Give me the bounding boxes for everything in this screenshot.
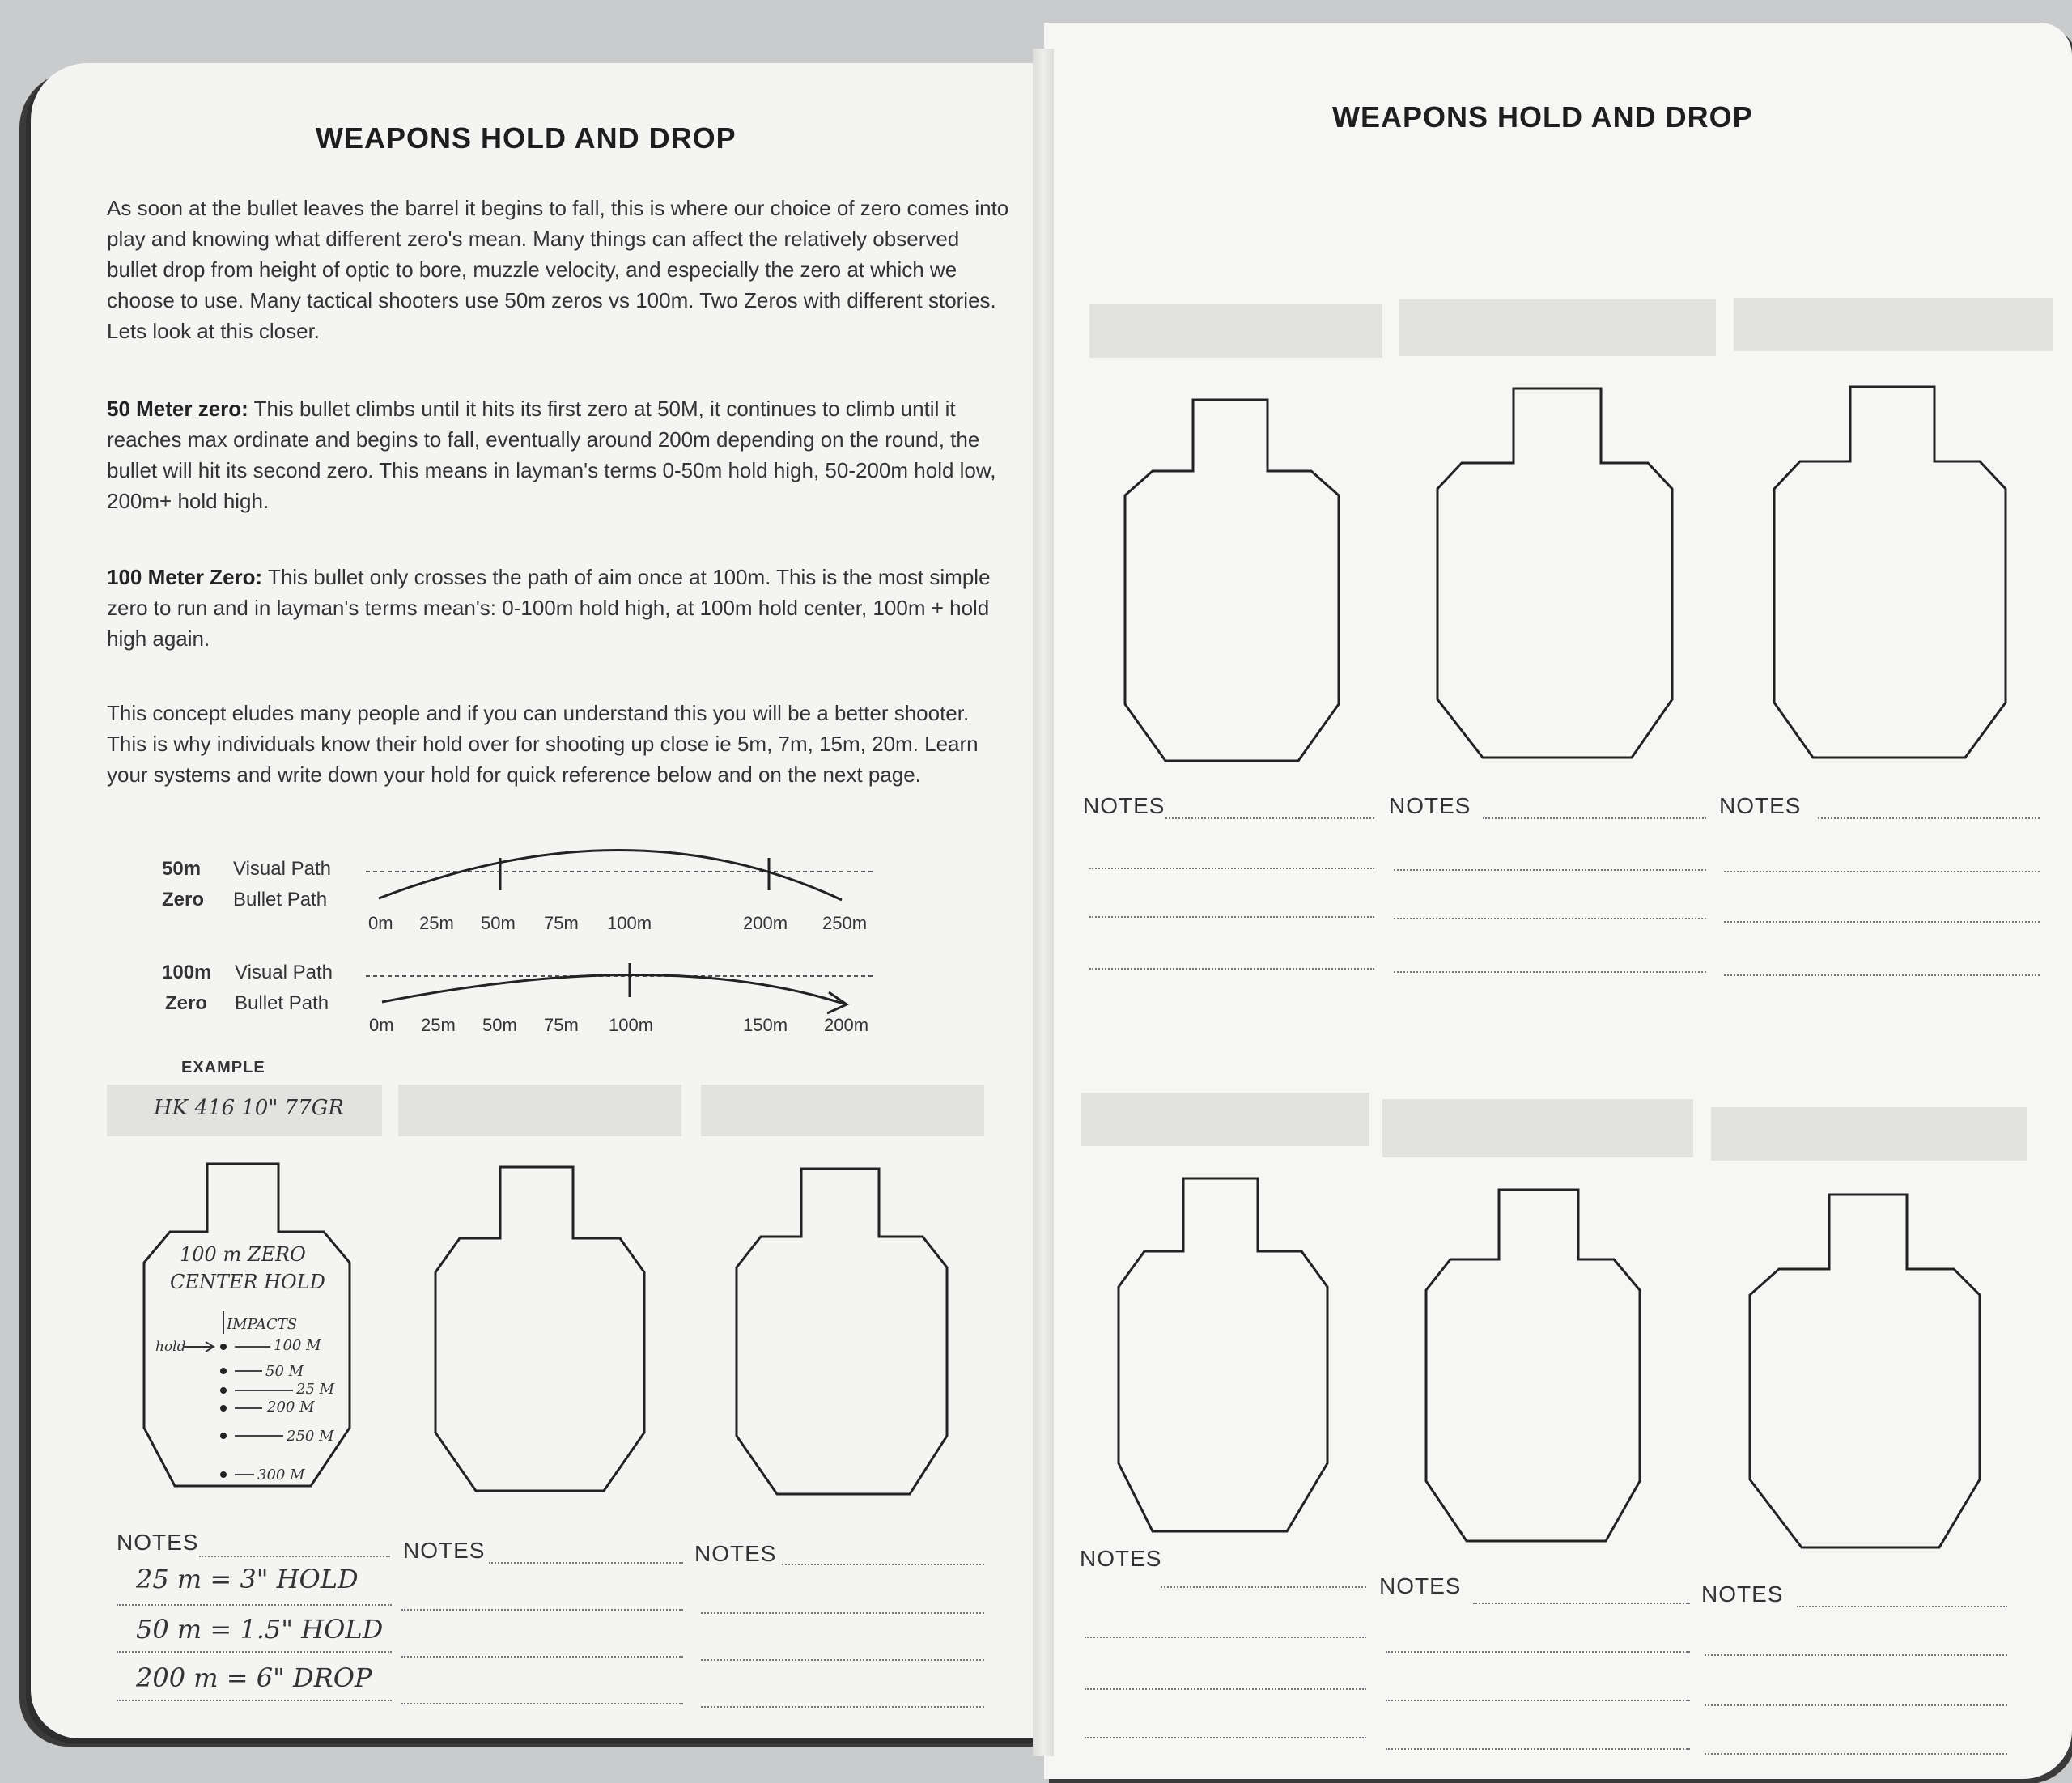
diagram100-tick-4: 100m: [609, 1015, 654, 1035]
impact-label-50m: 50 M: [265, 1363, 304, 1380]
example-label: EXAMPLE: [181, 1059, 265, 1076]
diagram100-tick-6: 200m: [824, 1015, 869, 1035]
notes-line[interactable]: [1394, 869, 1706, 871]
zero50-heading: 50 Meter zero:: [107, 397, 248, 421]
diagram100-tick-1: 25m: [421, 1015, 456, 1035]
diagram50-tick-4: 100m: [607, 913, 652, 933]
target-annotation-hold: hold: [155, 1339, 186, 1355]
diagram50-tick-1: 25m: [419, 913, 454, 933]
notes-line[interactable]: [1724, 871, 2040, 872]
notes-line[interactable]: [1724, 921, 2040, 923]
diagram50-tick-6: 250m: [822, 913, 868, 933]
diagram100-tick-3: 75m: [544, 1015, 579, 1035]
notes-label-right-5: NOTES: [1379, 1573, 1462, 1598]
notes-line[interactable]: [1483, 817, 1706, 819]
handwritten-note-2: 50 m = 1.5" HOLD: [136, 1614, 384, 1645]
notes-label-right-4: NOTES: [1080, 1546, 1162, 1571]
right-target-6: [1750, 1195, 1980, 1547]
right-target-5: [1426, 1190, 1640, 1541]
left-page-title: WEAPONS HOLD AND DROP: [316, 121, 737, 155]
handwritten-note-3: 200 m = 6" DROP: [136, 1662, 372, 1693]
notes-line[interactable]: [1797, 1606, 2007, 1607]
right-page-title: WEAPONS HOLD AND DROP: [1332, 100, 1753, 134]
diagram100-visual-label: Visual Path: [235, 962, 333, 983]
notes-line[interactable]: [1085, 1737, 1366, 1738]
diagram100-tick-5: 150m: [743, 1015, 788, 1035]
notes-line[interactable]: [1089, 916, 1374, 918]
diagram50-tick-0: 0m: [368, 913, 393, 933]
notes-line[interactable]: [1386, 1700, 1690, 1701]
intro-paragraph: As soon at the bullet leaves the barrel it begins to fall, this is where our choice of zero comes into play and knowing what different zero's mean. Many things can affect the relatively observed bullet drop from height of optic to bore, muzzle velocity, and especially the zero at which we choose to use. Many tactical shooters use 50m zeros vs 100m. Two Zeros with different stories. Lets look at this closer.: [107, 196, 1009, 343]
right-target-3: [1774, 387, 2006, 758]
diagram100-zero-top: 100m: [162, 962, 212, 983]
notes-line[interactable]: [1386, 1748, 1690, 1750]
impact-label-300m: 300 M: [257, 1467, 305, 1484]
diagram50-tick-5: 200m: [743, 913, 788, 933]
notes-line[interactable]: [1705, 1704, 2007, 1706]
notes-line[interactable]: [1818, 817, 2040, 819]
example-weapon-text: HK 416 10" 77GR: [154, 1096, 344, 1120]
notes-line[interactable]: [1705, 1654, 2007, 1656]
diagram50-bullet-label: Bullet Path: [233, 889, 328, 911]
diagram50-tick-3: 75m: [544, 913, 579, 933]
zero100-text: This bullet only crosses the path of aim once at 100m. This is the most simple zero to run and in layman's terms mean's: 0-100m hold high, at 100m hold center, 100m + hold high again.: [107, 565, 991, 651]
diagram100-tick-0: 0m: [369, 1015, 394, 1035]
target-annotation-impacts: IMPACTS: [227, 1316, 298, 1333]
handwritten-note-1: 25 m = 3" HOLD: [136, 1564, 359, 1594]
right-target-2: [1437, 388, 1672, 758]
diagram50-visual-label: Visual Path: [233, 858, 331, 880]
notes-label-right-6: NOTES: [1701, 1581, 1784, 1607]
target-annotation-line2: CENTER HOLD: [170, 1271, 325, 1293]
right-target-4: [1119, 1178, 1327, 1531]
impact-label-25m: 25 M: [296, 1381, 335, 1398]
notes-line[interactable]: [1705, 1753, 2007, 1755]
notes-line[interactable]: [1085, 1688, 1366, 1690]
notes-line[interactable]: [1394, 918, 1706, 919]
zero100-heading: 100 Meter Zero:: [107, 565, 263, 589]
notes-line[interactable]: [1724, 974, 2040, 976]
notes-line[interactable]: [1166, 817, 1374, 819]
right-target-1: [1125, 400, 1339, 761]
notes-label-right-2: NOTES: [1389, 793, 1471, 818]
notes-label-right-3: NOTES: [1719, 793, 1802, 818]
zero50-text: This bullet climbs until it hits its first zero at 50M, it continues to climb until it reaches max ordinate and begins to fall, eventually around 200m depending on the round, the bullet will hit its second zero. This means in layman's terms 0-50m hold high, 50-200m hold low, 200m+ hold high.: [107, 397, 996, 513]
notes-line[interactable]: [1161, 1586, 1366, 1588]
notes-line[interactable]: [1394, 971, 1706, 973]
diagram50-zero-bottom: Zero: [162, 889, 205, 911]
impact-label-200m: 200 M: [267, 1399, 315, 1416]
notes-label-left-2: NOTES: [403, 1538, 486, 1563]
diagram100-bullet-label: Bullet Path: [235, 992, 329, 1014]
notes-label-left-1: NOTES: [117, 1530, 199, 1555]
target-annotation-line1: 100 m ZERO: [180, 1243, 306, 1266]
notes-label-right-1: NOTES: [1083, 793, 1166, 818]
notes-label-left-3: NOTES: [694, 1541, 777, 1566]
impact-label-100m: 100 M: [274, 1337, 321, 1354]
notes-line[interactable]: [1386, 1651, 1690, 1653]
diagram50-zero-top: 50m: [162, 858, 202, 880]
impact-label-250m: 250 M: [287, 1428, 334, 1445]
notes-line[interactable]: [1473, 1603, 1690, 1604]
concept-paragraph: This concept eludes many people and if you can understand this you will be a better shooter. This is why individuals know their hold over for shooting up close ie 5m, 7m, 15m, 20m. Learn your systems and write down your hold for quick reference below and on the next page.: [107, 701, 979, 787]
notes-line[interactable]: [1089, 968, 1374, 970]
notes-line[interactable]: [1089, 868, 1374, 869]
diagram100-zero-bottom: Zero: [165, 992, 208, 1014]
diagram100-tick-2: 50m: [482, 1015, 517, 1035]
notes-line[interactable]: [1085, 1637, 1366, 1638]
diagram50-tick-2: 50m: [481, 913, 516, 933]
